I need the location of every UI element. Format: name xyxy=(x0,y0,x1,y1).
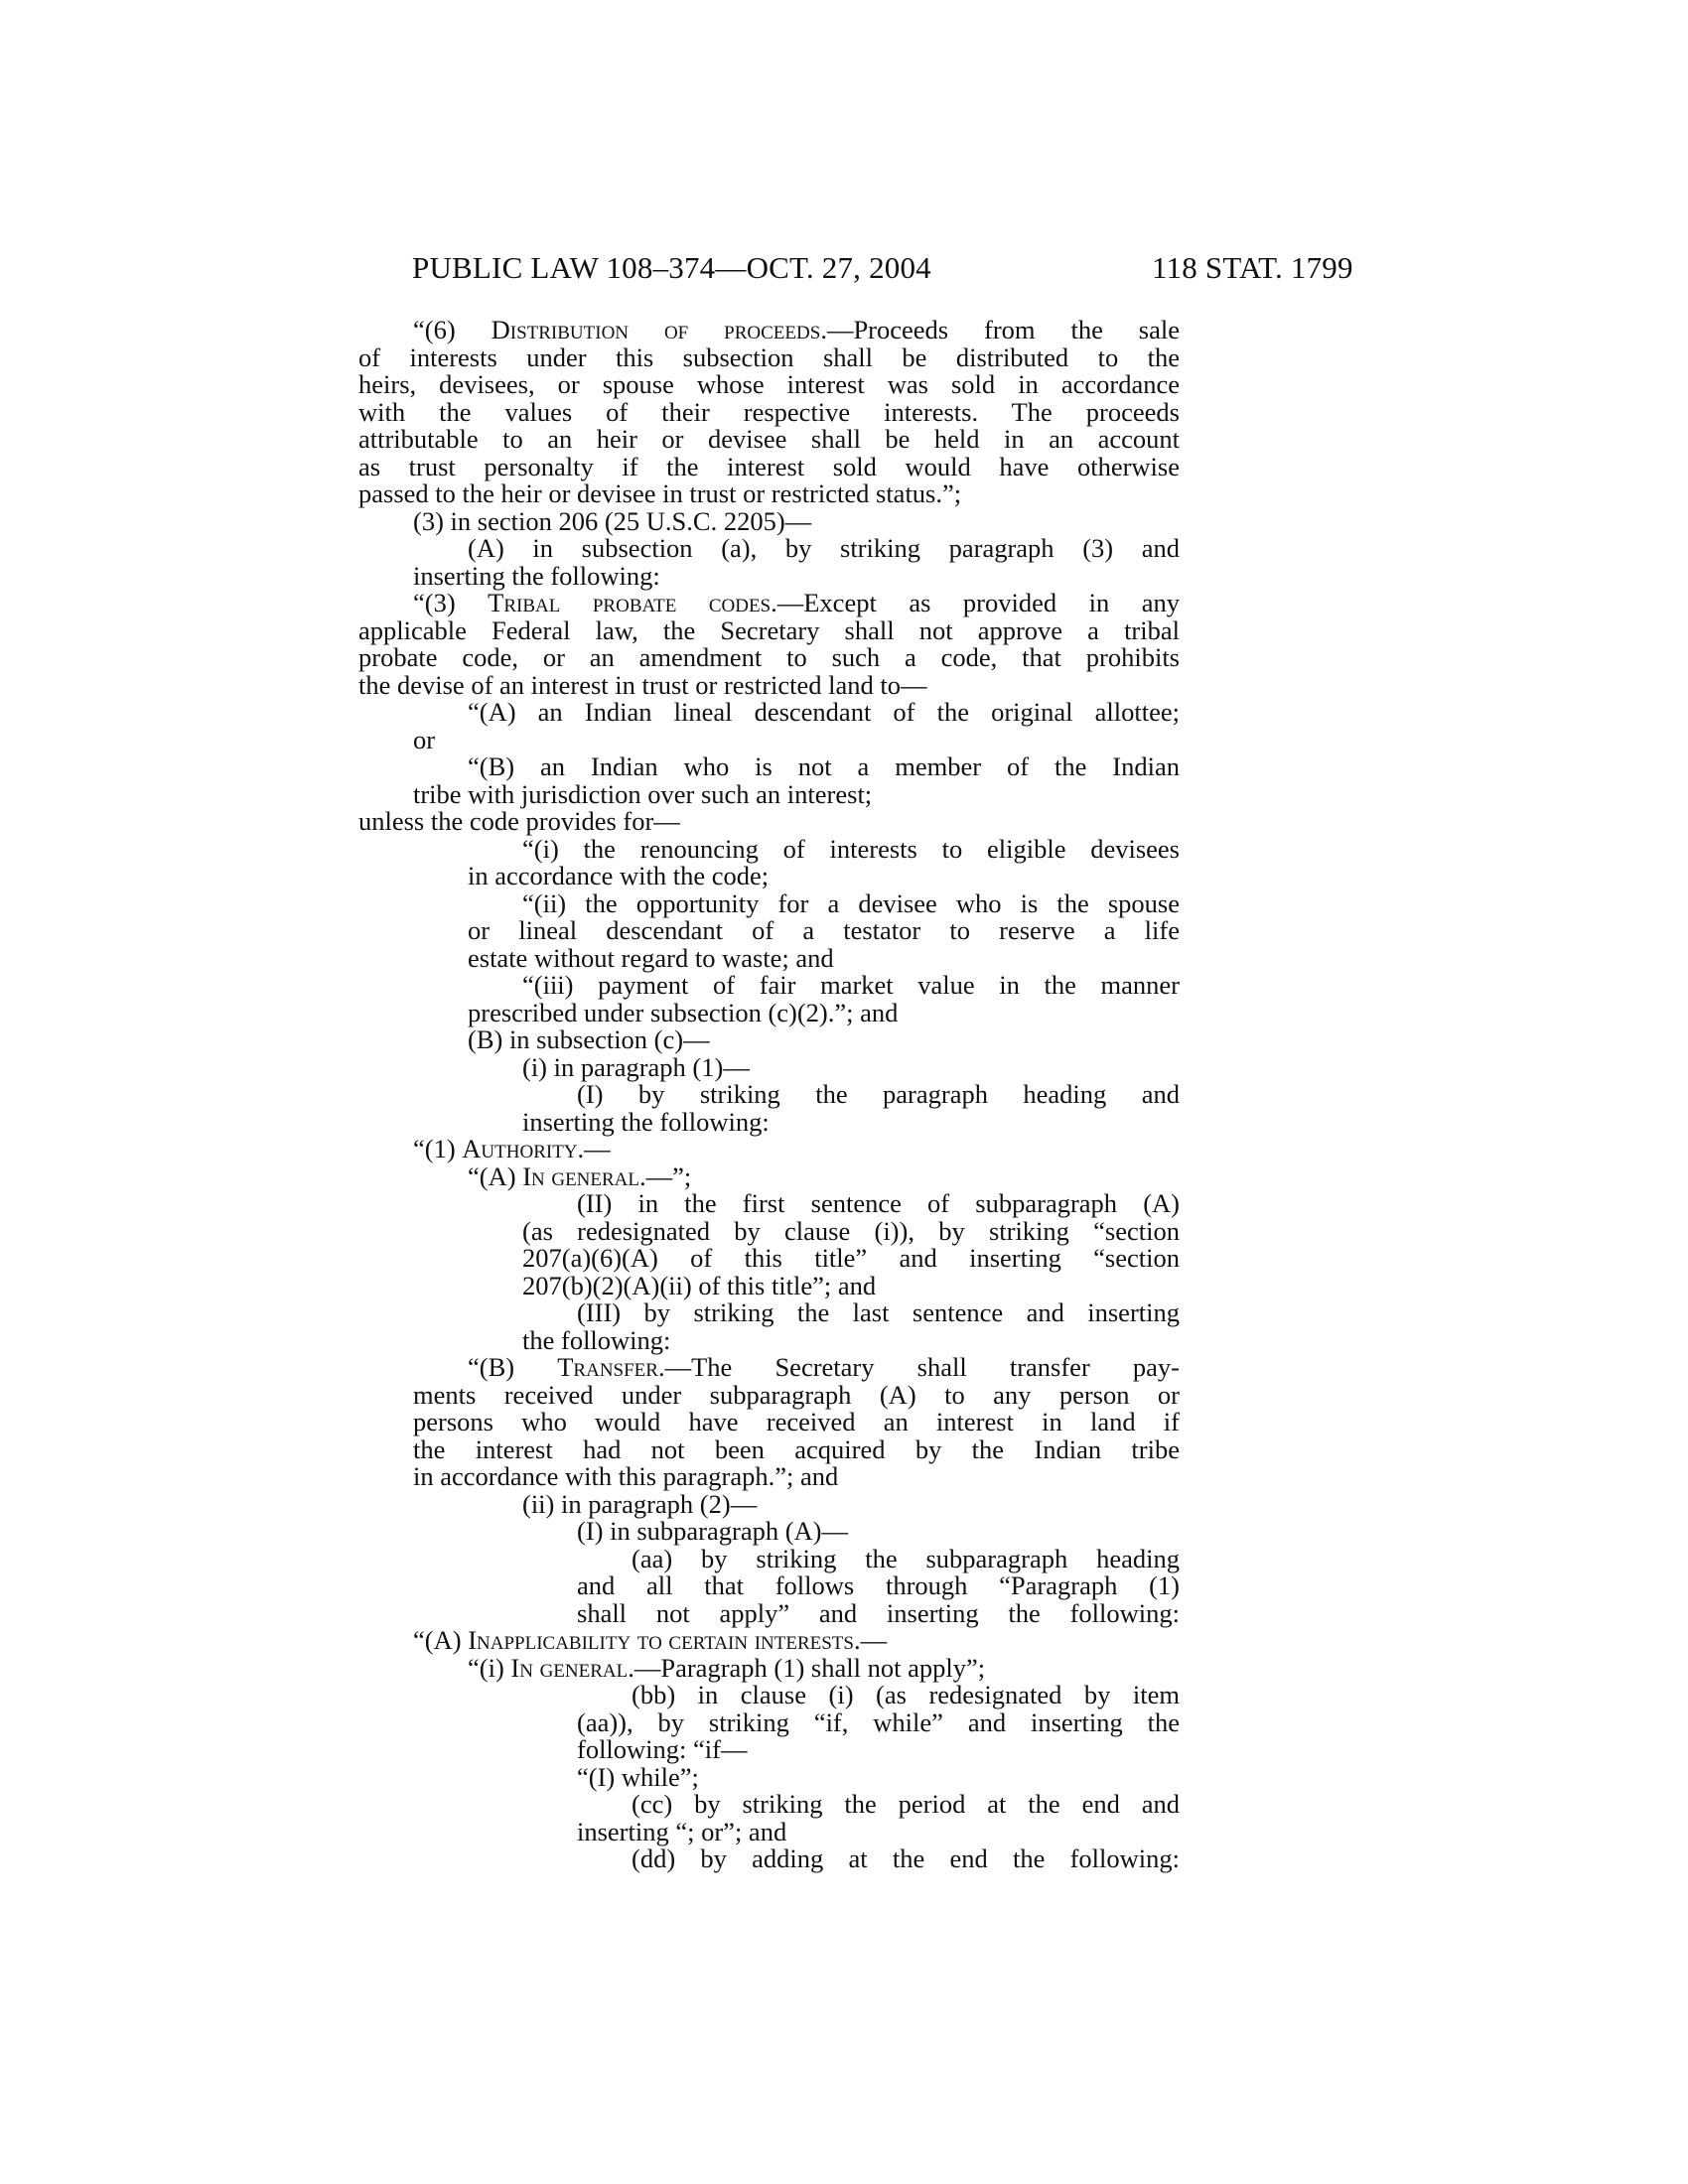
section-heading: Transfer xyxy=(557,1352,658,1382)
text-line: in accordance with this paragraph.”; and xyxy=(413,1461,839,1491)
text-line: (dd) by adding at the end the following: xyxy=(632,1843,1180,1873)
text-line: “(i) In general.—Paragraph (1) shall not apply”; xyxy=(468,1652,986,1683)
text-line: as trust personalty if the interest sold would have otherwise xyxy=(358,451,1180,481)
text-line: (i) in paragraph (1)— xyxy=(522,1051,750,1082)
text-line: applicable Federal law, the Secretary shall not approve a tribal xyxy=(358,614,1180,645)
section-heading: Distribution of proceeds xyxy=(491,315,821,344)
text-line: passed to the heir or devisee in trust or restricted status.”; xyxy=(358,478,962,508)
text-line: “(1) Authority.— xyxy=(413,1134,611,1163)
text-line: heirs, devisees, or spouse whose interest was sold in accordance xyxy=(358,369,1180,399)
running-head-left: PUBLIC LAW 108–374—OCT. 27, 2004 xyxy=(412,250,931,285)
text-line: attributable to an heir or devisee shall be held in an account xyxy=(358,424,1180,454)
text-line: “(A) an Indian lineal descendant of the original allottee; xyxy=(468,697,1180,727)
text-line: with the values of their respective interests. The proceeds xyxy=(358,396,1180,427)
section-heading: Authority xyxy=(462,1134,578,1163)
text-line: or lineal descendant of a testator to reserve a life xyxy=(468,915,1180,945)
text-line: in accordance with the code; xyxy=(468,861,770,890)
statute-text xyxy=(358,317,1180,1873)
text-line: (aa) by striking the subparagraph heading xyxy=(632,1543,1180,1573)
text-line: “(I) while”; xyxy=(577,1761,699,1792)
text-line: (A) in subsection (a), by striking paragraph (3) and xyxy=(468,533,1180,563)
text-line: the following: xyxy=(522,1324,671,1355)
text-line: the devise of an interest in trust or restricted land to— xyxy=(358,669,927,700)
text-line: 207(a)(6)(A) of this title” and inserting “section xyxy=(522,1243,1180,1273)
text-line: “(iii) payment of fair market value in the manner xyxy=(522,970,1180,1000)
text-line: “(i) the renouncing of interests to eligible devisees xyxy=(522,833,1180,864)
text-line: “(A) Inapplicability to certain interests.— xyxy=(413,1625,888,1655)
text-line: (cc) by striking the period at the end and xyxy=(632,1789,1180,1819)
text-line: or xyxy=(413,724,436,754)
section-heading: Tribal probate codes xyxy=(488,588,772,617)
text-line: (bb) in clause (i) (as redesignated by item xyxy=(632,1680,1180,1709)
text-line: (I) in subparagraph (A)— xyxy=(577,1516,848,1546)
text-line: persons who would have received an interest in land if xyxy=(413,1407,1180,1436)
text-line: (ii) in paragraph (2)— xyxy=(522,1488,758,1519)
text-line: (B) in subsection (c)— xyxy=(468,1024,710,1054)
text-line: following: “if— xyxy=(577,1734,748,1764)
text-line: (I) by striking the paragraph heading and xyxy=(577,1079,1180,1109)
text-line: “(B) an Indian who is not a member of the Indian xyxy=(468,751,1180,781)
text-line: probate code, or an amendment to such a code, that prohibits xyxy=(358,642,1180,672)
text-line: (III) by striking the last sentence and inserting xyxy=(577,1297,1180,1327)
text-line: ments received under subparagraph (A) to any person or xyxy=(413,1379,1180,1410)
text-line: and all that follows through “Paragraph (1) xyxy=(577,1570,1180,1600)
section-heading: In general xyxy=(522,1160,640,1191)
text-line: inserting “; or”; and xyxy=(577,1816,787,1846)
text-line: the interest had not been acquired by the Indian tribe xyxy=(413,1433,1180,1464)
section-heading: Inapplicability to certain interests xyxy=(468,1625,854,1655)
text-line: shall not apply” and inserting the following: xyxy=(577,1597,1180,1628)
text-line: “(6) Distribution of proceeds.—Proceeds from the sale xyxy=(413,315,1180,344)
text-line: inserting the following: xyxy=(522,1106,770,1137)
text-line: (as redesignated by clause (i)), by striking “section xyxy=(522,1215,1180,1246)
text-line: (3) in section 206 (25 U.S.C. 2205)— xyxy=(413,505,812,536)
text-line: inserting the following: xyxy=(413,560,660,591)
text-line: unless the code provides for— xyxy=(358,806,680,836)
text-line: “(B) Transfer.—The Secretary shall transfer pay- xyxy=(468,1352,1181,1382)
text-line: tribe with jurisdiction over such an interest; xyxy=(413,778,873,809)
text-line: (aa)), by striking “if, while” and inserting the xyxy=(577,1706,1180,1737)
text-line: “(A) In general.—”; xyxy=(468,1160,692,1191)
text-line: (II) in the first sentence of subparagraph (A) xyxy=(577,1188,1180,1218)
text-line: “(ii) the opportunity for a devisee who is the spouse xyxy=(522,887,1180,918)
text-line: prescribed under subsection (c)(2).”; and xyxy=(468,997,899,1027)
text-line: estate without regard to waste; and xyxy=(468,942,834,973)
text-line: “(3) Tribal probate codes.—Except as provided in any xyxy=(413,588,1180,617)
text-line: of interests under this subsection shall be distributed to the xyxy=(358,341,1180,372)
text-line: 207(b)(2)(A)(ii) of this title”; and xyxy=(522,1270,877,1300)
section-heading: In general xyxy=(510,1652,629,1683)
running-head-right: 118 STAT. 1799 xyxy=(1152,250,1353,285)
